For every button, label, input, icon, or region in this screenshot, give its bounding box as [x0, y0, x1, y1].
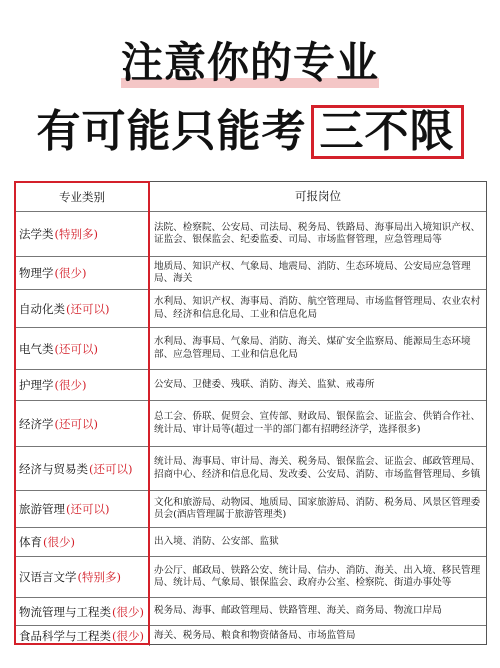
header-major: 专业类别	[59, 189, 105, 204]
table-row	[15, 370, 486, 401]
major-name: 食品科学与工程类	[19, 629, 111, 643]
headline-line1	[0, 30, 500, 90]
jobs-cell: 税务局、海事、邮政管理局、铁路管理、海关、商务局、物流口岸局	[149, 598, 486, 625]
major-cell	[15, 290, 149, 327]
major-name: 汉语言文学	[19, 570, 77, 584]
major-cell	[15, 212, 149, 256]
table-row	[15, 557, 486, 598]
major-name: 体育	[19, 535, 42, 549]
major-name: 物流管理与工程类	[19, 604, 111, 619]
jobs-cell: 文化和旅游局、动物园、地质局、国家旅游局、消防、税务局、风景区管理委员会(酒店管理属于旅游管理类)	[149, 491, 486, 527]
table-header-row	[15, 182, 486, 212]
table-row	[15, 528, 486, 557]
major-cell	[15, 626, 149, 646]
major-name: 物理学	[19, 266, 54, 280]
major-cell	[15, 598, 149, 625]
header-jobs: 可报岗位	[149, 182, 486, 211]
table-row	[15, 401, 486, 447]
jobs-cell: 水利局、知识产权、海事局、消防、航空管理局、市场监督管理局、农业农村局、经济和信息化局、工业和信息化局	[149, 290, 486, 327]
major-name: 经济与贸易类	[19, 461, 88, 476]
jobs-cell: 水利局、海事局、气象局、消防、海关、煤矿安全监察局、能源局生态环境部、应急管理局、工业和信息化局	[149, 328, 486, 369]
major-tag: (特别多)	[77, 570, 121, 584]
jobs-cell: 办公厅、邮政局、铁路公安、统计局、信办、消防、海关、出入境、移民管理局、统计局、气象局、银保监会、政府办公室、检察院、街道办事处等	[149, 557, 486, 597]
jobs-cell: 统计局、海事局、审计局、海关、税务局、银保监会、证监会、邮政管理局、招商中心、经济和信息化局、发改委、公安局、消防、市场监督管理局、乡镇	[149, 447, 486, 490]
major-tag: (特别多)	[54, 227, 98, 241]
major-tag: (还可以)	[66, 301, 110, 316]
table-row	[15, 257, 486, 290]
major-tag: (很少)	[112, 629, 144, 643]
major-tag: (还可以)	[89, 461, 133, 476]
table-row	[15, 491, 486, 528]
major-tag: (还可以)	[54, 341, 98, 356]
jobs-cell: 出入境、消防、公安部、监狱	[149, 528, 486, 556]
major-tag: (很少)	[54, 266, 87, 280]
major-name: 法学类	[19, 227, 54, 241]
major-cell	[15, 257, 149, 289]
headline-boxed-text: 三不限	[311, 105, 464, 159]
major-name: 护理学	[19, 378, 54, 392]
table-row	[15, 626, 486, 646]
table-row	[15, 598, 486, 626]
major-cell	[15, 370, 149, 400]
majors-table	[14, 181, 487, 645]
headline-line2	[0, 95, 500, 159]
headline-line1-text: 注意你的专业	[120, 38, 379, 87]
major-cell	[15, 491, 149, 527]
headline-line2-prefix: 有可能只能考	[36, 106, 307, 157]
major-tag: (很少)	[43, 535, 75, 549]
major-tag: (很少)	[54, 378, 87, 392]
table-row	[15, 447, 486, 491]
table-row	[15, 212, 486, 257]
major-cell	[15, 528, 149, 556]
jobs-cell: 公安局、卫健委、残联、消防、海关、监狱、戒毒所	[149, 370, 486, 400]
major-tag: (还可以)	[54, 416, 98, 431]
major-name: 电气类	[19, 341, 54, 356]
major-name: 经济学	[19, 416, 54, 431]
major-cell	[15, 447, 149, 490]
jobs-cell: 总工会、侨联、促贸会、宣传部、财政局、银保监会、证监会、供销合作社、统计局、审计局等(超过一半的部门都有招聘经济学，选择很多)	[149, 401, 486, 446]
major-tag: (很少)	[112, 604, 144, 619]
jobs-cell: 法院、检察院、公安局、司法局、税务局、铁路局、海事局出入境知识产权、证监会、银保监会、纪委监委、司局、市场监督管理，应急管理局等	[149, 212, 486, 256]
major-tag: (还可以)	[66, 502, 110, 516]
table-row	[15, 328, 486, 370]
major-cell	[15, 557, 149, 597]
table-row	[15, 290, 486, 328]
major-name: 旅游管理	[19, 502, 65, 516]
major-cell	[15, 328, 149, 369]
major-cell	[15, 401, 149, 446]
jobs-cell: 地质局、知识产权、气象局、地震局、消防、生态环境局、公安局应急管理局、海关	[149, 257, 486, 289]
jobs-cell: 海关、税务局、粮食和物资储备局、市场监管局	[149, 626, 486, 646]
major-name: 自动化类	[19, 301, 65, 316]
